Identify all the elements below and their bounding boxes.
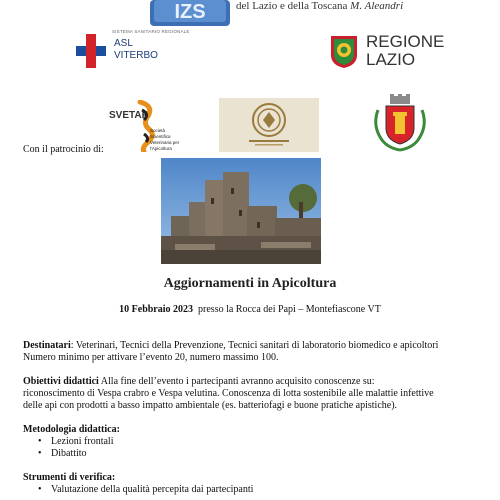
- izs-logo-icon: [150, 0, 230, 26]
- institute-emblem-icon: [219, 98, 319, 152]
- methodology-section: Metodologia didattica: • Lezioni frontali • Dibattito: [23, 424, 483, 460]
- asl-system-label: SISTEMA SANITARIO REGIONALE: [112, 29, 190, 34]
- asl-cross-icon: [76, 34, 106, 68]
- event-date-location: 10 Febbraio 2023 presso la Rocca dei Papi – Montefiascone VT: [119, 304, 381, 315]
- objectives-section: Obiettivi didattici Alla fine dell’evento i partecipanti avranno acquisito conoscenze su: riconoscimento di Vespa crabro e Vespa velutina. Conoscenza di lotta sostenibile alle malattie infettive delle api con prodotti a basso impatto ambientale (es. batteriofagi e buone pratiche apistiche).: [23, 376, 434, 411]
- asl-name: ASL VITERBO: [114, 38, 158, 61]
- coat-of-arms-icon: [370, 92, 430, 152]
- list-item: • Valutazione della qualità percepita dai partecipanti: [51, 484, 483, 496]
- recipients-section: Destinatari: Veterinari, Tecnici della Prevenzione, Tecnici sanitari di laboratorio biomedico e apicoltori Numero minimo per attivare l’evento 20, numero massimo 100.: [23, 340, 439, 363]
- patronage-label: Con il patrocinio di:: [23, 144, 104, 155]
- svg-text:IZS: IZS: [174, 1, 206, 23]
- lazio-shield-icon: [330, 35, 358, 69]
- svetap-title: SVETAP: [109, 110, 149, 121]
- castle-photo: [161, 158, 321, 264]
- event-title: Aggiornamenti in Apicoltura: [163, 276, 337, 291]
- region-name: REGIONE LAZIO: [366, 32, 445, 69]
- list-item: • Dibattito: [51, 448, 483, 460]
- svetap-subtitle: Società Scientifica Veterinaria per l'Apicoltura: [150, 128, 180, 151]
- izs-subtitle: del Lazio e della Toscana M. Aleandri: [236, 0, 404, 12]
- verification-section: Strumenti di verifica: • Valutazione della qualità percepita dai partecipanti: [23, 472, 483, 496]
- list-item: • Lezioni frontali: [51, 436, 483, 448]
- institute-emblem-card: [219, 98, 319, 152]
